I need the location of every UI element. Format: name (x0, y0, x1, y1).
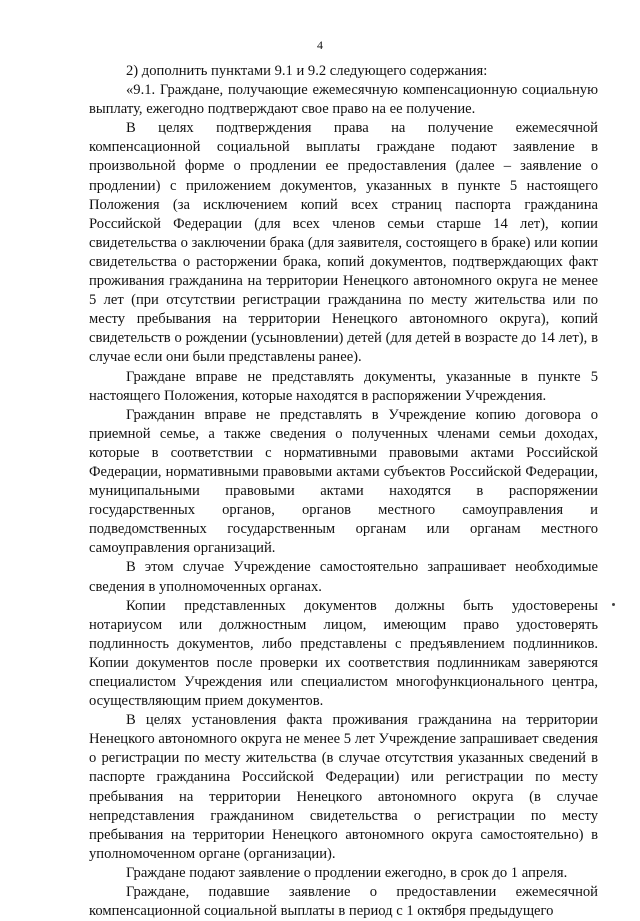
paragraph-october-applicants: Граждане, подавшие заявление о предоставлении ежемесячной компенсационной социальной выплаты в период с 1 октября предыдущего (89, 884, 598, 920)
paragraph-amendment-intro: 2) дополнить пунктами 9.1 и 9.2 следующего содержания: (126, 63, 488, 79)
paragraph-institution-requests: В этом случае Учреждение самостоятельно запрашивает необходимые сведения в уполномоченных органах. (89, 559, 598, 595)
paragraph-residence-verification: В целях установления факта проживания гражданина на территории Ненецкого автономного округа не менее 5 лет Учреждение запрашивает сведения о регистрации по месту жительства (в случае отсутствия указанных сведений в паспорте гражданина Российской Федерации) или регистрации по месту пребывания на территории Ненецкого автономного округа (в случае непредставления гражданином свидетельства о регистрации по месту пребывания на территории Ненецкого автономного округа самостоятельно) в уполномоченном органе (организации). (89, 712, 598, 862)
document-body (89, 62, 598, 921)
margin-dot-mark (612, 603, 615, 606)
paragraph-foster-family-contract: Гражданин вправе не представлять в Учреждение копию договора о приемной семье, а также сведения о полученных членами семьи доходах, которые в соответствии с нормативными правовыми актами Российской Федерации, нормативными правовыми актами субъектов Российской Федерации, муниципальными правовыми актами находятся в распоряжении государственных органов, органов местного самоуправления и подведомственных государственным органам или органам местного самоуправления организаций. (89, 406, 598, 557)
page-number: 4 (317, 38, 323, 52)
paragraph-right-not-to-submit: Граждане вправе не представлять документы, указанные в пункте 5 настоящего Положения, которые находятся в распоряжении Учреждения. (89, 368, 598, 404)
paragraph-copies-certification: Копии представленных документов должны быть удостоверены нотариусом или должностным лицом, имеющим право удостоверять подлинность документов, либо представлены с предъявлением подлинников. Копии документов после проверки их соответствия подлинникам заверяются специалистом Учреждения или специалистом многофункционального центра, осуществляющим прием документов. (89, 597, 598, 710)
paragraph-confirmation-documents: В целях подтверждения права на получение ежемесячной компенсационной социальной выплаты граждане подают заявление в произвольной форме о продлении ее предоставления (далее – заявление о продлении) с приложением документов, указанных в пункте 5 настоящего Положения (за исключением копий всех страниц паспорта гражданина Российской Федерации (для всех членов семьи старше 14 лет), копии свидетельства о заключении брака (для заявителя, состоящего в браке) или копии свидетельства о расторжении брака, копий документов, подтверждающих факт проживания гражданина на территории Ненецкого автономного округа не менее 5 лет (при отсутствии регистрации гражданина по месту жительства или по месту пребывания на территории Ненецкого автономного округа), копий свидетельств о рождении (усыновлении) детей (для детей в возрасте до 14 лет), в случае если они были представлены ранее). (89, 120, 598, 366)
paragraph-clause-9-1: «9.1. Граждане, получающие ежемесячную компенсационную социальную выплату, ежегодно подтверждают свое право на ее получение. (89, 82, 598, 118)
paragraph-annual-deadline: Граждане подают заявление о продлении ежегодно, в срок до 1 апреля. (126, 864, 568, 881)
